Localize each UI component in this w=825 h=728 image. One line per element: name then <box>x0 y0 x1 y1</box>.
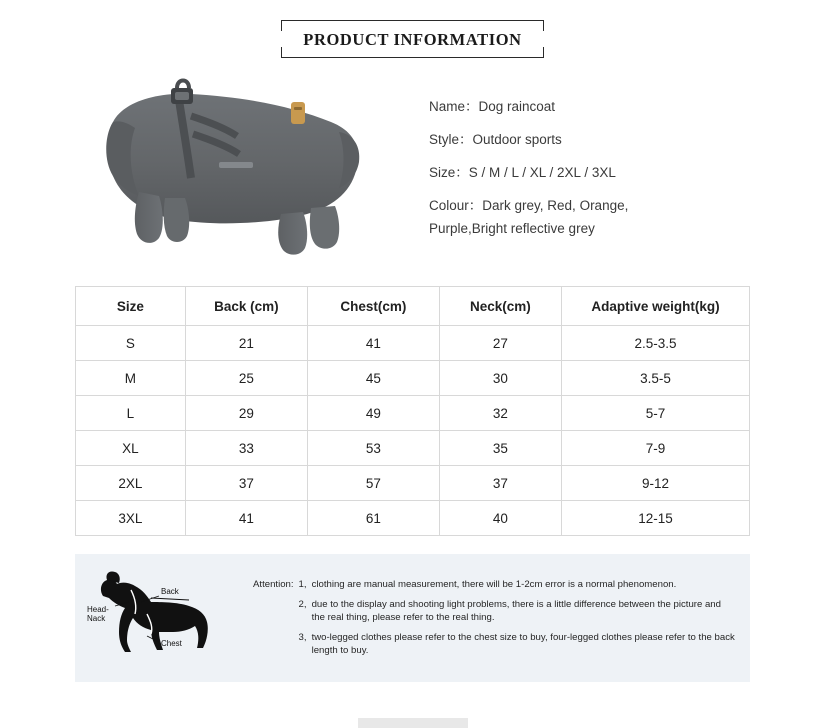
corner-mark-top-left <box>281 20 282 31</box>
size-table-wrap <box>75 286 750 536</box>
cell-back: 21 <box>185 326 307 361</box>
cell-weight: 9-12 <box>561 466 749 501</box>
col-header-weight: Adaptive weight(kg) <box>561 287 749 326</box>
attention-panel <box>75 554 750 682</box>
spec-size-label: Size： <box>429 164 469 180</box>
spec-colour-label: Colour： <box>429 197 483 213</box>
spec-style-label: Style： <box>429 131 473 147</box>
spec-style-value: Outdoor sports <box>472 131 562 147</box>
cell-back: 37 <box>185 466 307 501</box>
reflective-strip <box>219 162 253 168</box>
spec-colour-value-line2: Purple,Bright reflective grey <box>429 221 595 237</box>
cell-weight: 12-15 <box>561 501 749 536</box>
brand-tag-detail <box>294 107 302 110</box>
page-title: PRODUCT INFORMATION <box>303 30 522 49</box>
table-row <box>76 326 750 361</box>
cell-neck: 37 <box>439 466 561 501</box>
col-header-back: Back (cm) <box>185 287 307 326</box>
cell-size: M <box>76 361 186 396</box>
back-measure-line <box>151 598 189 600</box>
spec-colour <box>429 199 628 238</box>
col-header-size: Size <box>76 287 186 326</box>
product-photo <box>95 74 405 264</box>
col-header-neck: Neck(cm) <box>439 287 561 326</box>
attention-item <box>253 631 736 658</box>
cell-chest: 45 <box>307 361 439 396</box>
table-row <box>76 431 750 466</box>
product-section <box>0 74 825 264</box>
cell-back: 41 <box>185 501 307 536</box>
attention-text-block <box>253 578 736 658</box>
label-chest: Chest <box>161 639 182 648</box>
cell-neck: 40 <box>439 501 561 536</box>
attention-item-text: clothing are manual measurement, there will be 1-2cm error is a normal phenomenon. <box>311 578 677 590</box>
dog-body-shape <box>101 579 208 652</box>
table-header-row <box>76 287 750 326</box>
dog-raincoat-illustration <box>95 74 405 264</box>
spec-name-label: Name： <box>429 99 479 114</box>
cell-chest: 61 <box>307 501 439 536</box>
bottom-divider <box>358 718 468 728</box>
cell-back: 25 <box>185 361 307 396</box>
cell-weight: 2.5-3.5 <box>561 326 749 361</box>
cell-size: 3XL <box>76 501 186 536</box>
table-row <box>76 501 750 536</box>
harness-buckle-inner <box>175 92 189 100</box>
attention-item-number: 3, <box>298 631 307 643</box>
harness-d-ring <box>177 81 189 89</box>
spec-name-value: Dog raincoat <box>478 99 556 114</box>
coat-front-leg <box>135 192 163 243</box>
cell-chest: 57 <box>307 466 439 501</box>
cell-weight: 3.5-5 <box>561 361 749 396</box>
attention-title: Attention: <box>253 578 294 590</box>
product-specs <box>429 74 628 264</box>
cell-size: XL <box>76 431 186 466</box>
cell-weight: 5-7 <box>561 396 749 431</box>
cell-neck: 35 <box>439 431 561 466</box>
label-nack: Nack <box>87 614 106 623</box>
spec-size <box>429 166 628 181</box>
cell-chest: 49 <box>307 396 439 431</box>
attention-item-text: two-legged clothes please refer to the chest size to buy, four-legged clothes please refer to the back length to buy. <box>311 631 735 657</box>
corner-mark-bottom-right <box>543 47 544 58</box>
spec-colour-value: Dark grey, Red, Orange, <box>482 197 629 213</box>
dog-silhouette-icon <box>85 562 235 674</box>
cell-weight: 7-9 <box>561 431 749 466</box>
page-title-box <box>281 20 543 58</box>
cell-chest: 41 <box>307 326 439 361</box>
cell-neck: 30 <box>439 361 561 396</box>
attention-item-number: 2, <box>298 598 307 610</box>
attention-item-text: due to the display and shooting light problems, there is a little difference between the picture and the real thing, please refer to the real thing. <box>311 598 721 624</box>
brand-tag <box>291 102 305 124</box>
cell-neck: 32 <box>439 396 561 431</box>
corner-mark-bottom-left <box>281 47 282 58</box>
size-table-head <box>76 287 750 326</box>
table-row <box>76 466 750 501</box>
spec-size-value: S / M / L / XL / 2XL / 3XL <box>468 164 616 180</box>
col-header-chest: Chest(cm) <box>307 287 439 326</box>
size-table <box>75 286 750 536</box>
attention-item <box>253 578 736 592</box>
cell-neck: 27 <box>439 326 561 361</box>
coat-hind-leg <box>278 212 307 255</box>
cell-size: L <box>76 396 186 431</box>
cell-chest: 53 <box>307 431 439 466</box>
attention-item <box>253 598 736 625</box>
cell-back: 33 <box>185 431 307 466</box>
cell-size: S <box>76 326 186 361</box>
spec-style <box>429 133 628 148</box>
attention-item-number: 1, <box>298 578 307 590</box>
table-row <box>76 361 750 396</box>
cell-size: 2XL <box>76 466 186 501</box>
table-row <box>76 396 750 431</box>
spec-name <box>429 100 628 115</box>
cell-back: 29 <box>185 396 307 431</box>
coat-front-leg-2 <box>164 198 189 242</box>
page-header <box>0 0 825 58</box>
corner-mark-top-right <box>543 20 544 31</box>
coat-hind-leg-2 <box>310 206 339 249</box>
label-back: Back <box>161 587 179 596</box>
label-head: Head- <box>87 605 109 614</box>
size-table-body <box>76 326 750 536</box>
measurement-diagram <box>85 562 235 674</box>
